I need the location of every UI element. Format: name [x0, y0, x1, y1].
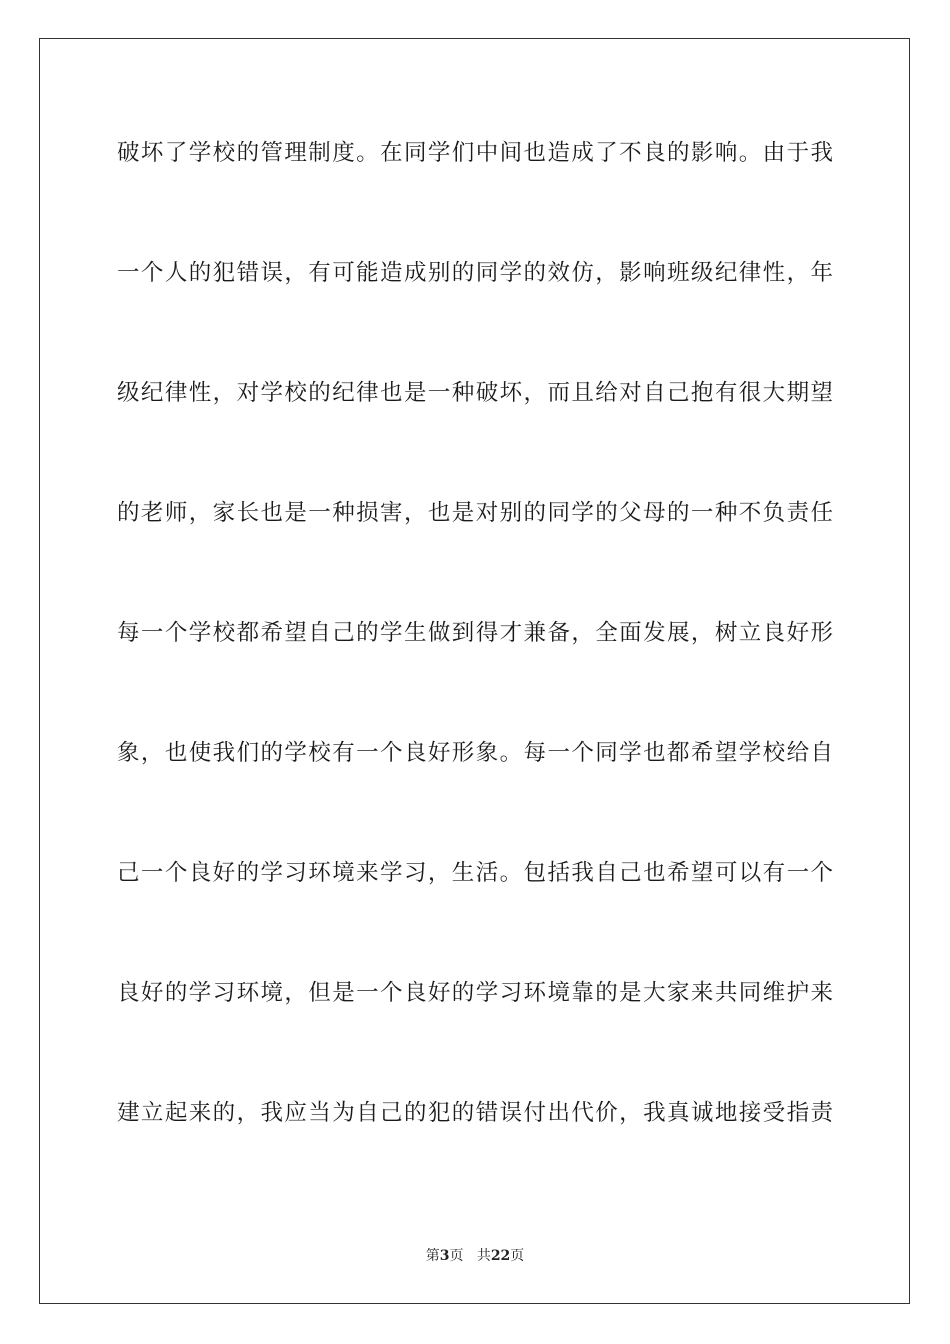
total-suffix: 页 [510, 1248, 525, 1264]
total-pages: 22 [490, 1248, 511, 1264]
body-text-line: 一个人的犯错误，有可能造成别的同学的效仿，影响班级纪律性，年 [117, 260, 833, 286]
body-text-line: 己一个良好的学习环境来学习，生活。包括我自己也希望可以有一个 [117, 860, 833, 886]
body-text-line: 建立起来的，我应当为自己的犯的错误付出代价，我真诚地接受指责 [117, 1100, 833, 1126]
page-suffix: 页 [449, 1248, 464, 1264]
page-prefix: 第 [425, 1248, 440, 1264]
body-text-line: 的老师，家长也是一种损害，也是对别的同学的父母的一种不负责任 [117, 500, 833, 526]
body-text-line: 级纪律性，对学校的纪律也是一种破坏，而且给对自己抱有很大期望 [117, 380, 833, 406]
body-text-line: 每一个学校都希望自己的学生做到得才兼备，全面发展，树立良好形 [117, 620, 833, 646]
body-text-line: 良好的学习环境，但是一个良好的学习环境靠的是大家来共同维护来 [117, 980, 833, 1006]
body-text-line: 破坏了学校的管理制度。在同学们中间也造成了不良的影响。由于我 [117, 140, 833, 166]
total-prefix: 共 [476, 1248, 491, 1264]
page-number: 3 [439, 1248, 450, 1264]
page-footer [0, 1246, 950, 1266]
body-text-line: 象，也使我们的学校有一个良好形象。每一个同学也都希望学校给自 [117, 740, 833, 766]
